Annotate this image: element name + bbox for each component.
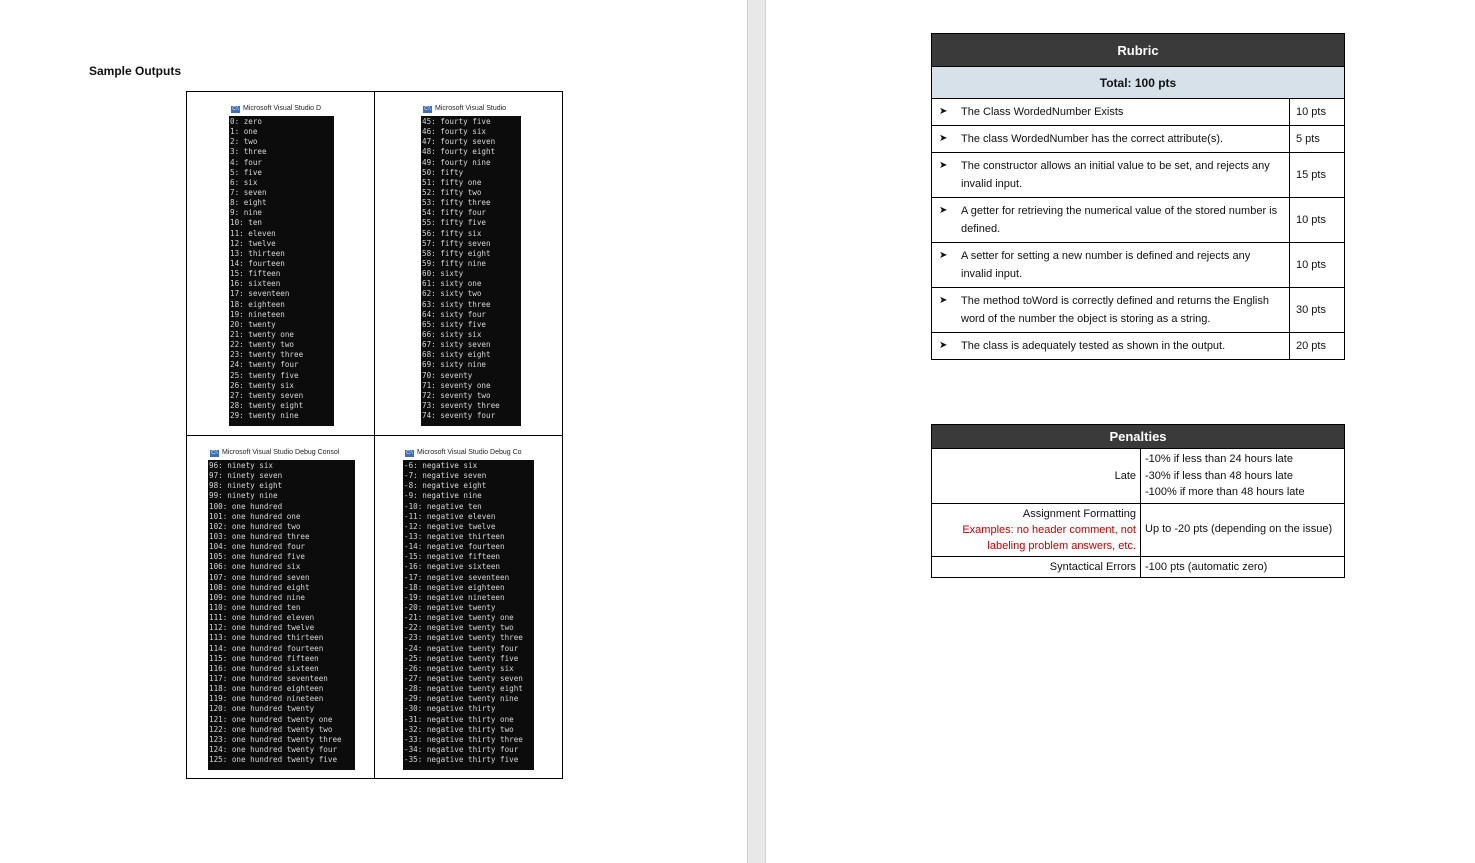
console-line: 52: fifty two xyxy=(422,187,482,197)
console-line: -11: negative eleven xyxy=(404,511,496,521)
rubric-points: 5 pts xyxy=(1290,126,1345,153)
rubric-row xyxy=(932,126,1345,153)
console-line: 125: one hundred twenty five xyxy=(209,755,338,765)
console-line: 116: one hundred sixteen xyxy=(209,663,319,673)
console-title: Microsoft Visual Studio Debug Co xyxy=(417,449,522,456)
console-line: 119: one hundred nineteen xyxy=(209,694,324,704)
penalty-detail: -10% if less than 24 hours late -30% if less than 48 hours late -100% if more than 48 hours late xyxy=(1141,449,1345,504)
console-line: 22: twenty two xyxy=(230,340,295,350)
penalty-row-late xyxy=(932,449,1345,504)
console-line: 0: zero xyxy=(230,117,263,126)
console-line: -17: negative seventeen xyxy=(404,572,510,582)
console-line: 71: seventy one xyxy=(422,380,491,390)
rubric-points: 20 pts xyxy=(1290,333,1345,360)
console-line: 47: fourty seven xyxy=(422,137,496,147)
console-line: 2: two xyxy=(230,137,258,147)
console-line: -25: negative twenty five xyxy=(404,653,519,663)
console-line: 100: one hundred xyxy=(209,501,283,511)
console-line: 61: sixty one xyxy=(422,279,482,289)
penalty-detail: Up to -20 pts (depending on the issue) xyxy=(1141,503,1345,556)
console-line: -20: negative twenty xyxy=(404,602,496,612)
console-app-icon: C:\ xyxy=(211,449,218,456)
console-line: 54: fifty four xyxy=(422,208,487,218)
arrow-bullet-icon: ➤ xyxy=(939,205,948,216)
console-line: 97: ninety seven xyxy=(209,471,283,481)
console-app-icon: C:\ xyxy=(406,449,413,456)
console-line: 23: twenty three xyxy=(230,350,304,360)
console-line: 50: fifty xyxy=(422,167,464,177)
console-line: 26: twenty six xyxy=(230,380,295,390)
console-line: 98: ninety eight xyxy=(209,481,283,491)
arrow-bullet-icon: ➤ xyxy=(939,250,948,261)
console-line: 107: one hundred seven xyxy=(209,572,310,582)
rubric-criterion: ➤ The Class WordedNumber Exists xyxy=(932,99,1290,126)
console-line: 66: sixty six xyxy=(422,329,482,339)
arrow-bullet-icon: ➤ xyxy=(939,106,948,117)
rubric-row xyxy=(932,243,1345,288)
console-line: 102: one hundred two xyxy=(209,521,301,531)
console-line: -14: negative fourteen xyxy=(404,542,505,552)
console-line: 114: one hundred fourteen xyxy=(209,643,324,653)
console-line: 103: one hundred three xyxy=(209,531,310,541)
console-line: 101: one hundred one xyxy=(209,511,301,521)
console-line: 45: fourty five xyxy=(422,117,491,126)
rubric-criterion: ➤ A setter for setting a new number is defined and rejects any invalid input. xyxy=(932,243,1290,288)
console-line: -30: negative thirty xyxy=(404,704,496,714)
rubric-row xyxy=(932,153,1345,198)
rubric-criterion: ➤ A getter for retrieving the numerical value of the stored number is defined. xyxy=(932,198,1290,243)
console-line: 74: seventy four xyxy=(422,411,496,421)
rubric-row xyxy=(932,288,1345,333)
penalties-title: Penalties xyxy=(932,425,1345,449)
console-window xyxy=(403,446,534,770)
console-titlebar xyxy=(229,102,334,116)
console-line: 72: seventy two xyxy=(422,390,491,400)
console-line: 25: twenty five xyxy=(230,370,299,380)
arrow-bullet-icon: ➤ xyxy=(939,133,948,144)
console-line: -7: negative seven xyxy=(404,471,487,481)
console-line: 8: eight xyxy=(230,198,267,208)
console-line: -19: negative nineteen xyxy=(404,592,505,602)
console-app-icon: C:\ xyxy=(424,105,431,112)
penalty-row-formatting xyxy=(932,503,1345,556)
console-line: 65: sixty five xyxy=(422,319,487,329)
console-line: -34: negative thirty four xyxy=(404,744,519,754)
console-line: 27: twenty seven xyxy=(230,390,304,400)
rubric-points: 10 pts xyxy=(1290,198,1345,243)
rubric-points: 30 pts xyxy=(1290,288,1345,333)
console-output xyxy=(208,460,355,765)
console-line: -33: negative thirty three xyxy=(404,734,523,744)
console-window xyxy=(208,446,355,770)
console-window xyxy=(421,102,521,426)
console-output xyxy=(403,460,534,765)
rubric-points: 10 pts xyxy=(1290,99,1345,126)
console-app-icon: C:\ xyxy=(232,105,239,112)
rubric-points: 10 pts xyxy=(1290,243,1345,288)
console-line: 60: sixty xyxy=(422,269,464,279)
console-line: 70: seventy xyxy=(422,370,473,380)
rubric-total: Total: 100 pts xyxy=(932,67,1345,99)
console-line: 21: twenty one xyxy=(230,329,295,339)
rubric-criterion: ➤ The class WordedNumber has the correct attribute(s). xyxy=(932,126,1290,153)
console-line: 1: one xyxy=(230,127,258,137)
console-line: 121: one hundred twenty one xyxy=(209,714,333,724)
sample-outputs-heading: Sample Outputs xyxy=(89,64,182,78)
penalty-label: Assignment Formatting Examples: no header comment, not labeling problem answers, etc. xyxy=(932,503,1141,556)
console-line: 48: fourty eight xyxy=(422,147,496,157)
console-line: -13: negative thirteen xyxy=(404,531,505,541)
console-line: 73: seventy three xyxy=(422,400,500,410)
console-line: -23: negative twenty three xyxy=(404,633,523,643)
console-line: -8: negative eight xyxy=(404,481,487,491)
console-line: 11: eleven xyxy=(230,228,276,238)
console-line: -10: negative ten xyxy=(404,501,482,511)
console-line: -27: negative twenty seven xyxy=(404,673,523,683)
console-line: -6: negative six xyxy=(404,461,478,470)
console-line: 104: one hundred four xyxy=(209,542,306,552)
console-line: -32: negative thirty two xyxy=(404,724,514,734)
rubric-criterion: ➤ The method toWord is correctly defined and returns the English word of the number the object is storing as a string. xyxy=(932,288,1290,333)
console-line: 118: one hundred eighteen xyxy=(209,684,324,694)
console-line: -29: negative twenty nine xyxy=(404,694,519,704)
rubric-table xyxy=(931,33,1345,360)
rubric-criterion: ➤ The constructor allows an initial value to be set, and rejects any invalid input. xyxy=(932,153,1290,198)
arrow-bullet-icon: ➤ xyxy=(939,160,948,171)
console-line: -24: negative twenty four xyxy=(404,643,519,653)
console-line: 17: seventeen xyxy=(230,289,290,299)
console-line: -35: negative thirty five xyxy=(404,755,519,765)
console-title: Microsoft Visual Studio Debug Consol xyxy=(222,449,340,456)
rubric-criterion: ➤ The class is adequately tested as shown in the output. xyxy=(932,333,1290,360)
console-line: 16: sixteen xyxy=(230,279,281,289)
console-line: -26: negative twenty six xyxy=(404,663,514,673)
console-line: 112: one hundred twelve xyxy=(209,623,315,633)
console-line: 49: fourty nine xyxy=(422,157,491,167)
console-line: 99: ninety nine xyxy=(209,491,278,501)
console-line: -21: negative twenty one xyxy=(404,613,514,623)
console-line: 55: fifty five xyxy=(422,218,487,228)
console-line: 18: eighteen xyxy=(230,299,285,309)
console-line: 63: sixty three xyxy=(422,299,491,309)
console-line: 51: fifty one xyxy=(422,177,482,187)
penalty-examples: Examples: no header comment, not labeling problem answers, etc. xyxy=(962,523,1136,552)
console-line: 19: nineteen xyxy=(230,309,285,319)
console-line: 13: thirteen xyxy=(230,248,285,258)
console-line: 29: twenty nine xyxy=(230,411,299,421)
arrow-bullet-icon: ➤ xyxy=(939,295,948,306)
console-line: 62: sixty two xyxy=(422,289,482,299)
console-line: -16: negative sixteen xyxy=(404,562,501,572)
console-titlebar xyxy=(208,446,355,460)
console-line: 28: twenty eight xyxy=(230,400,304,410)
console-line: 123: one hundred twenty three xyxy=(209,734,342,744)
console-output xyxy=(421,116,521,421)
console-line: 14: fourteen xyxy=(230,258,285,268)
console-line: -9: negative nine xyxy=(404,491,482,501)
sample-outputs-table xyxy=(186,91,563,779)
console-line: 108: one hundred eight xyxy=(209,582,310,592)
penalty-row-syntax xyxy=(932,556,1345,578)
console-output xyxy=(229,116,334,421)
rubric-row xyxy=(932,198,1345,243)
console-line: 15: fifteen xyxy=(230,269,281,279)
console-line: 56: fifty six xyxy=(422,228,482,238)
console-line: 46: fourty six xyxy=(422,127,487,137)
console-line: 64: sixty four xyxy=(422,309,487,319)
console-line: 59: fifty nine xyxy=(422,258,487,268)
console-line: -22: negative twenty two xyxy=(404,623,514,633)
console-line: 6: six xyxy=(230,177,258,187)
console-line: 57: fifty seven xyxy=(422,238,491,248)
console-line: -15: negative fifteen xyxy=(404,552,501,562)
console-line: 7: seven xyxy=(230,187,267,197)
console-line: 5: five xyxy=(230,167,263,177)
console-titlebar xyxy=(403,446,534,460)
rubric-row xyxy=(932,99,1345,126)
console-line: 58: fifty eight xyxy=(422,248,491,258)
console-line: 96: ninety six xyxy=(209,461,274,470)
rubric-title: Rubric xyxy=(932,34,1345,67)
penalty-detail: -100 pts (automatic zero) xyxy=(1141,556,1345,578)
arrow-bullet-icon: ➤ xyxy=(939,340,948,351)
console-line: 69: sixty nine xyxy=(422,360,487,370)
console-line: 124: one hundred twenty four xyxy=(209,744,338,754)
console-line: 115: one hundred fifteen xyxy=(209,653,319,663)
console-title: Microsoft Visual Studio xyxy=(435,105,507,112)
console-line: 113: one hundred thirteen xyxy=(209,633,324,643)
console-line: -12: negative twelve xyxy=(404,521,496,531)
penalties-table xyxy=(931,424,1345,578)
console-line: 12: twelve xyxy=(230,238,276,248)
rubric-row xyxy=(932,333,1345,360)
console-line: -18: negative eighteen xyxy=(404,582,505,592)
rubric-points: 15 pts xyxy=(1290,153,1345,198)
console-line: 106: one hundred six xyxy=(209,562,301,572)
console-title: Microsoft Visual Studio D xyxy=(243,105,322,112)
penalty-label: Syntactical Errors xyxy=(932,556,1141,578)
console-line: 10: ten xyxy=(230,218,263,228)
table-divider-horizontal xyxy=(187,435,562,436)
console-line: -31: negative thirty one xyxy=(404,714,514,724)
console-line: 111: one hundred eleven xyxy=(209,613,315,623)
console-line: 68: sixty eight xyxy=(422,350,491,360)
console-line: 20: twenty xyxy=(230,319,276,329)
console-line: 122: one hundred twenty two xyxy=(209,724,333,734)
penalty-label: Late xyxy=(932,449,1141,504)
console-line: 67: sixty seven xyxy=(422,340,491,350)
console-line: 24: twenty four xyxy=(230,360,299,370)
console-line: 120: one hundred twenty xyxy=(209,704,315,714)
console-line: 9: nine xyxy=(230,208,263,218)
console-window xyxy=(229,102,334,426)
console-line: 53: fifty three xyxy=(422,198,491,208)
console-line: 3: three xyxy=(230,147,267,157)
console-line: -28: negative twenty eight xyxy=(404,684,523,694)
console-line: 4: four xyxy=(230,157,263,167)
console-titlebar xyxy=(421,102,521,116)
console-line: 105: one hundred five xyxy=(209,552,306,562)
console-line: 110: one hundred ten xyxy=(209,602,301,612)
console-line: 117: one hundred seventeen xyxy=(209,673,328,683)
console-line: 109: one hundred nine xyxy=(209,592,306,602)
